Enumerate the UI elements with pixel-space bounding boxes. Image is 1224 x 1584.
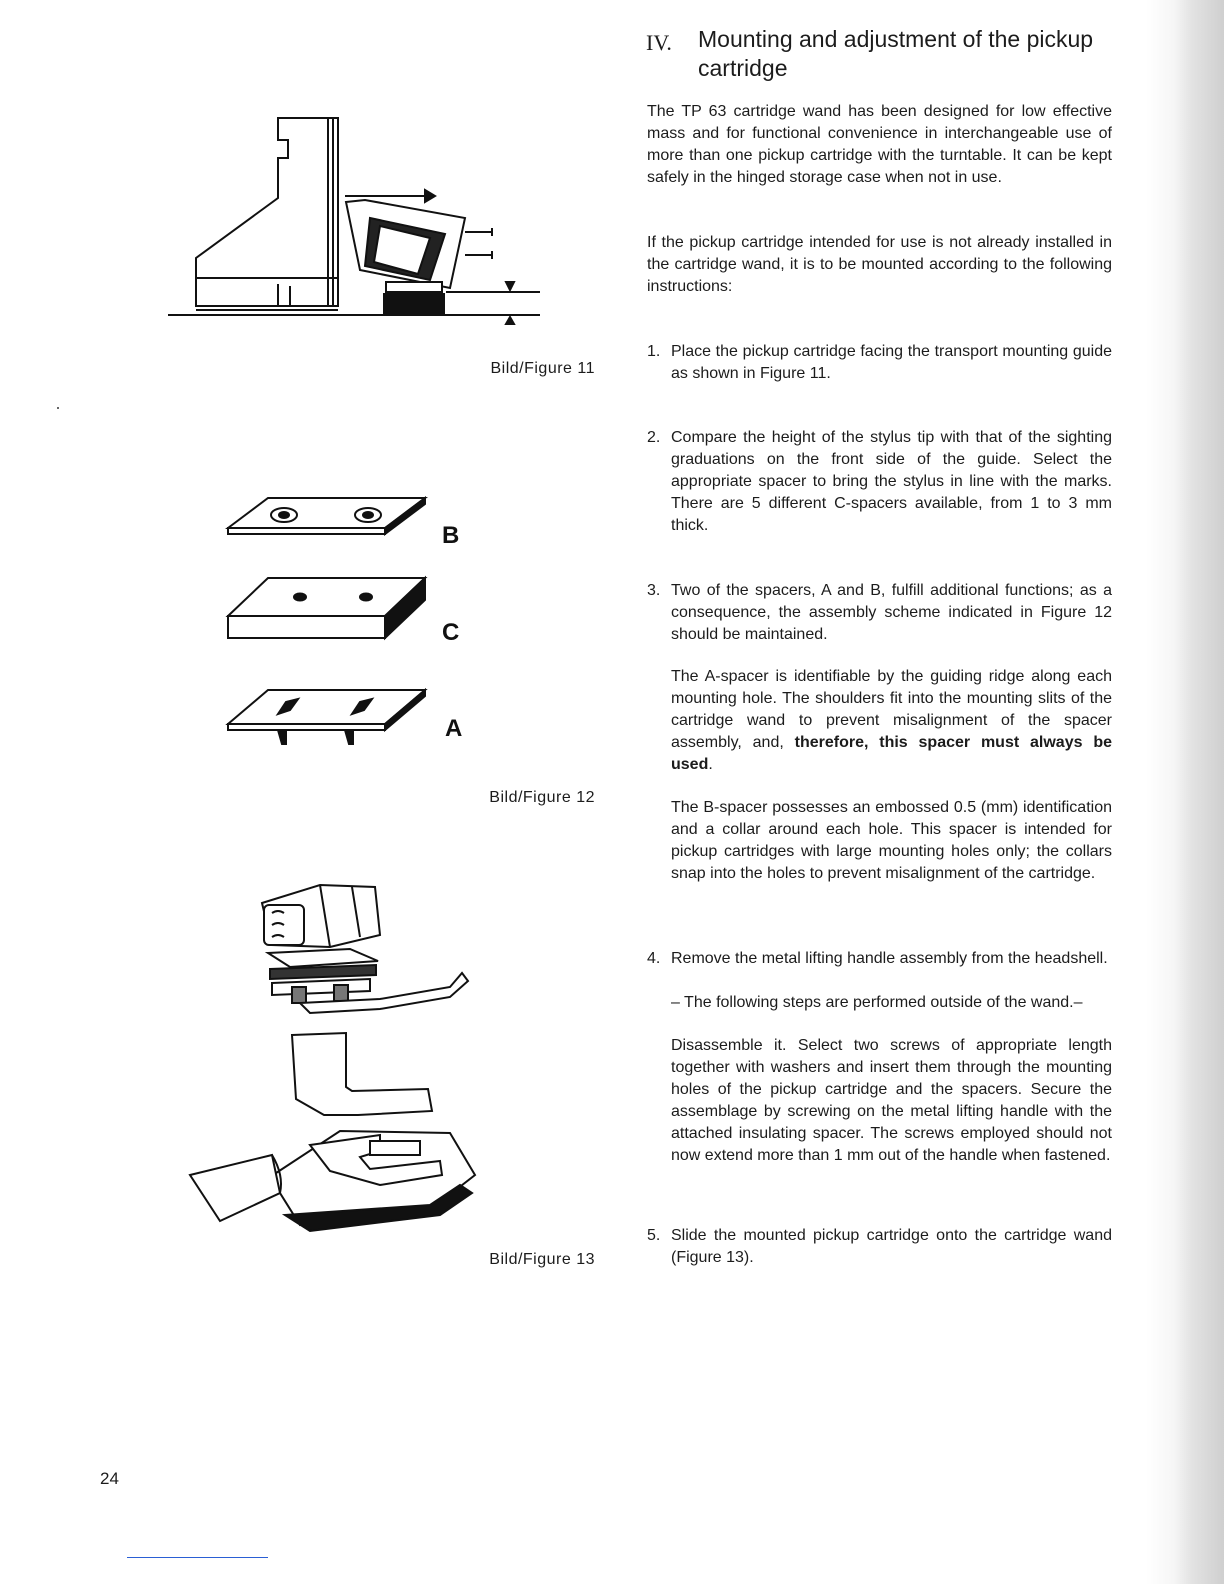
b-spacer-paragraph: The B-spacer possesses an embossed 0.5 (mm) identification and a collar around each hole. This spacer is intended for pickup cartridges with large mounting holes only; the collars snap into the holes to prevent misalignment of the cartridge.: [671, 799, 1112, 882]
figure-13-illustration: [180, 875, 480, 1235]
step-4: [647, 948, 1112, 970]
step-4-text: Disassemble it. Select two screws of appropriate length together with washers and insert them through the mounting holes of the pickup cartridge and the spacers. Secure the assemblage by screwing on the metal lifting handle with the attached insulating spacer. The screws employed should not now extend more than 1 mm out of the handle when fastened.: [671, 1037, 1112, 1164]
figure-13-caption: Bild/Figure 13: [489, 1251, 595, 1268]
step-number: 2.: [647, 429, 661, 446]
figure-11-illustration: [160, 110, 550, 335]
stray-mark: [57, 407, 59, 409]
section-number: IV.: [646, 30, 672, 55]
spacer-label-b: B: [442, 522, 460, 549]
a-spacer-bold: therefore, this spacer must always be used: [671, 734, 1112, 773]
step-text: Slide the mounted pickup cartridge onto the cartridge wand (Figure 13).: [671, 1227, 1112, 1266]
spacer-label-a: A: [445, 715, 463, 742]
step-number: 5.: [647, 1227, 661, 1244]
step-number: 3.: [647, 582, 661, 599]
step-5: [647, 1225, 1112, 1269]
step-number: 1.: [647, 343, 661, 360]
step-text: Place the pickup cartridge facing the transport mounting guide as shown in Figure 11.: [671, 343, 1112, 382]
step-2: [647, 427, 1112, 537]
step-1: [647, 341, 1112, 385]
a-spacer-end: .: [708, 756, 713, 773]
figure-11-caption: Bild/Figure 11: [490, 360, 595, 377]
step-number: 4.: [647, 950, 661, 967]
step-text: Remove the metal lifting handle assembly from the headshell.: [671, 950, 1108, 967]
a-spacer-paragraph: [671, 666, 1112, 776]
step-text: Compare the height of the stylus tip with that of the sighting graduations on the front side of the guide. Select the appropriate spacer to bring the stylus in line with the marks. There are 5 different C-spacers available, from 1 to 3 mm thick.: [671, 429, 1112, 534]
section-title: Mounting and adjustment of the pickup cartridge: [698, 26, 1094, 81]
step-text: Two of the spacers, A and B, fulfill additional functions; as a consequence, the assembly scheme indicated in Figure 12 should be maintained.: [671, 582, 1112, 643]
a-spacer-text: The A-spacer is identifiable by the guiding ridge along each mounting hole. The shoulders fit into the mounting slits of the cartridge wand to prevent misalignment of the spacer assembly, and,: [671, 668, 1112, 751]
page-edge-shadow: [1146, 0, 1224, 1584]
figure-12-illustration: [220, 488, 470, 758]
spacer-label-c: C: [442, 619, 460, 646]
intro-paragraph-2: If the pickup cartridge intended for use is not already installed in the cartridge wand, it is to be mounted according to the following instructions:: [647, 234, 1112, 295]
bottom-rule: [127, 1557, 268, 1558]
intro-paragraph-1: The TP 63 cartridge wand has been designed for low effective mass and for functional convenience in interchangeable use of more than one pickup cartridge with the turntable. It can be kept safely in the hinged storage case when not in use.: [647, 103, 1112, 186]
step-4-note: – The following steps are performed outside of the wand.–: [671, 994, 1083, 1011]
figure-12-caption: Bild/Figure 12: [489, 789, 595, 806]
page-number: 24: [100, 1469, 119, 1488]
step-3: [647, 580, 1112, 646]
